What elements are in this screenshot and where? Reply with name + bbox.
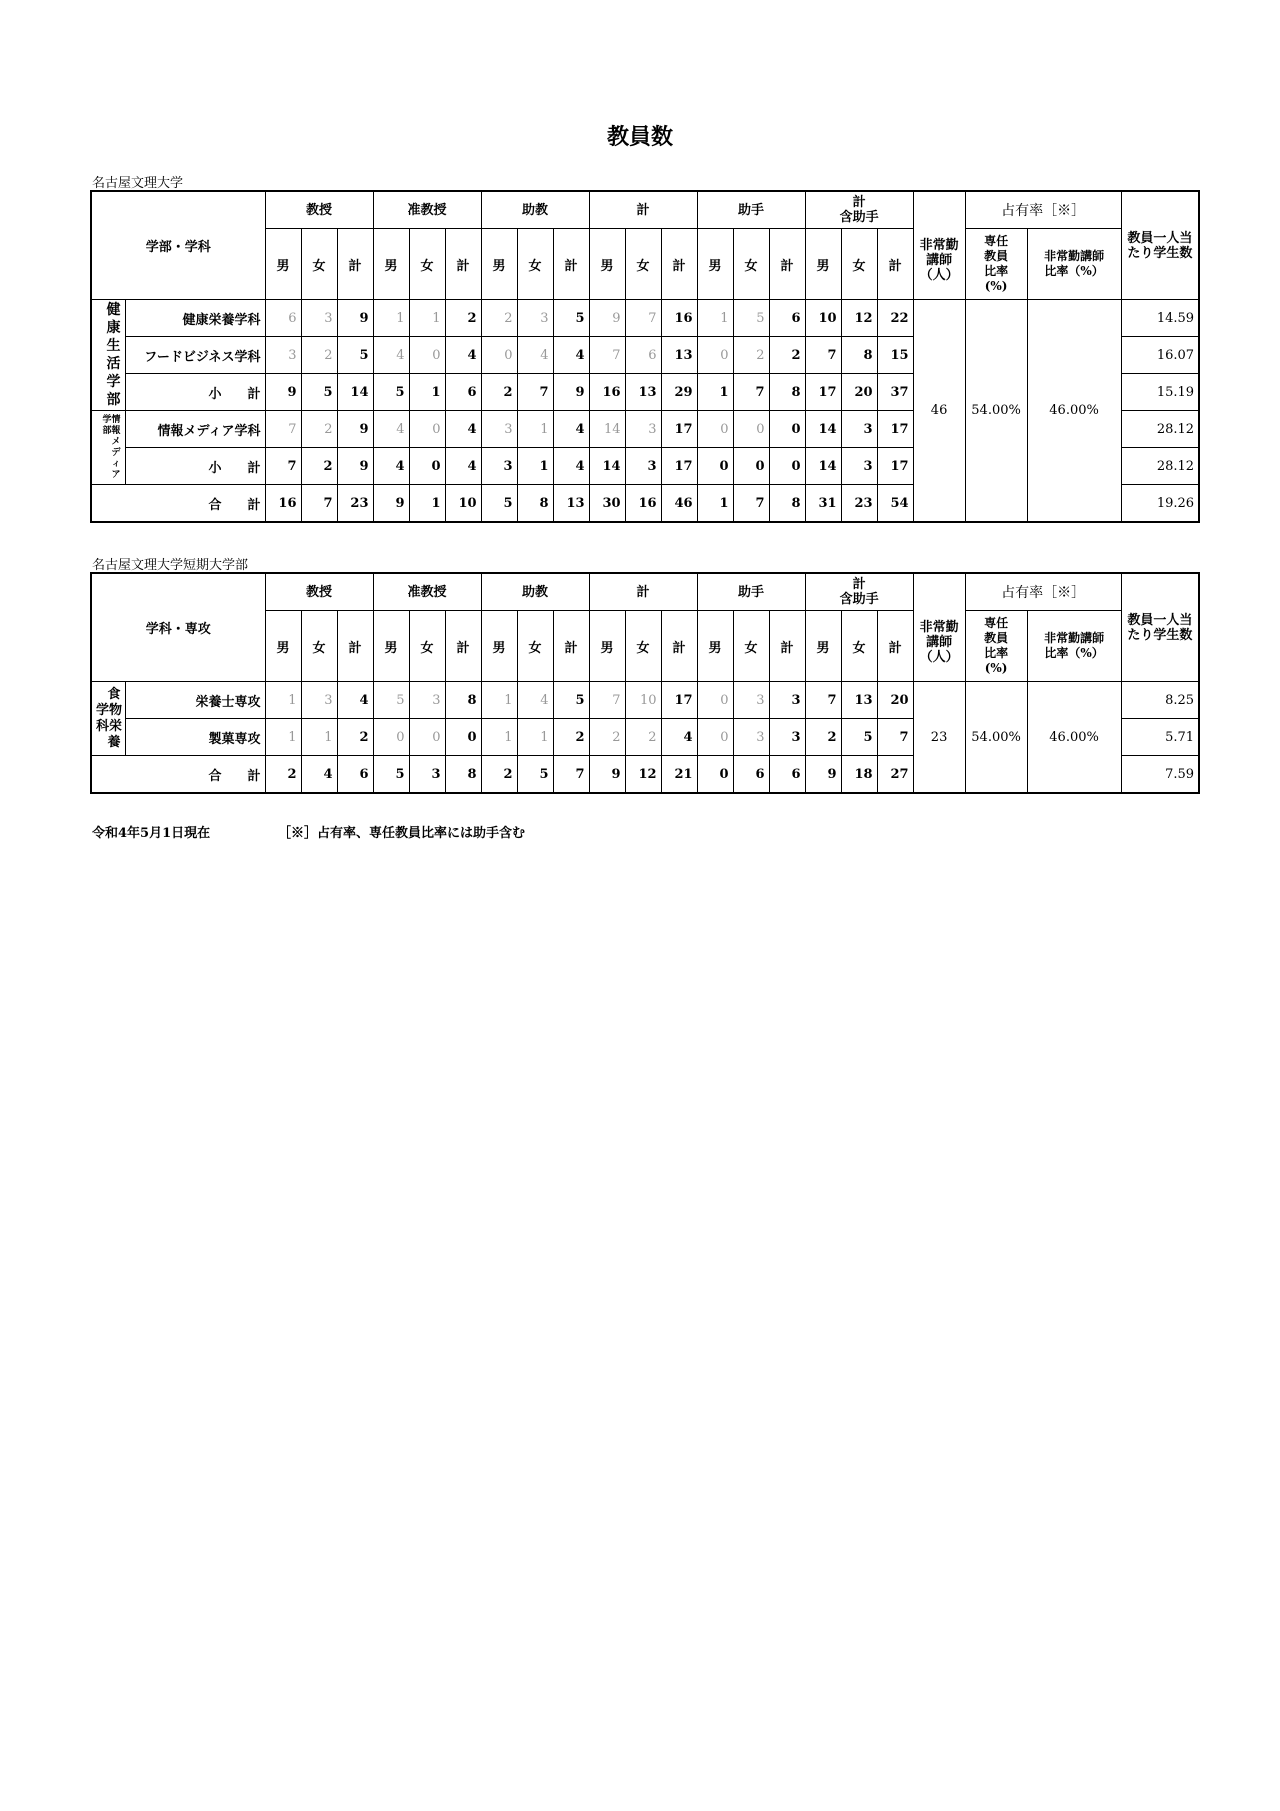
count-cell: 0 — [733, 411, 769, 448]
count-cell: 4 — [553, 411, 589, 448]
count-cell: 14 — [589, 411, 625, 448]
female-header: 女 — [841, 229, 877, 300]
count-cell: 6 — [733, 756, 769, 794]
count-cell: 3 — [625, 448, 661, 485]
count-cell: 7 — [733, 374, 769, 411]
major-name: 製菓専攻 — [125, 719, 265, 756]
subtotal-header: 計 — [589, 573, 697, 611]
count-cell: 2 — [625, 719, 661, 756]
table-row — [91, 300, 1199, 337]
count-cell: 4 — [445, 448, 481, 485]
count-cell: 8 — [769, 374, 805, 411]
count-cell: 1 — [697, 374, 733, 411]
fulltime-share: 54.00% — [965, 682, 1027, 794]
female-header: 女 — [733, 229, 769, 300]
count-cell: 7 — [625, 300, 661, 337]
count-cell: 3 — [733, 719, 769, 756]
count-cell: 8 — [445, 756, 481, 794]
students-per-teacher: 7.59 — [1121, 756, 1199, 794]
count-cell: 4 — [373, 448, 409, 485]
count-cell: 1 — [481, 719, 517, 756]
associate-professor-header: 准教授 — [373, 191, 481, 229]
subtotal-header: 計 — [589, 191, 697, 229]
count-cell: 9 — [589, 756, 625, 794]
count-cell: 2 — [337, 719, 373, 756]
count-cell: 2 — [301, 337, 337, 374]
count-cell: 4 — [301, 756, 337, 794]
count-cell: 7 — [265, 411, 301, 448]
count-cell: 13 — [553, 485, 589, 523]
college-faculty-table — [90, 572, 1200, 794]
sum-header: 計 — [553, 611, 589, 682]
dept-header: 学部・学科 — [91, 191, 265, 300]
sum-header: 計 — [769, 611, 805, 682]
count-cell: 0 — [373, 719, 409, 756]
assistant-header: 助手 — [697, 573, 805, 611]
count-cell: 4 — [337, 682, 373, 719]
parttime-count: 23 — [913, 682, 965, 794]
count-cell: 9 — [553, 374, 589, 411]
count-cell: 6 — [769, 756, 805, 794]
female-header: 女 — [301, 611, 337, 682]
sum-header: 計 — [337, 611, 373, 682]
sum-header: 計 — [553, 229, 589, 300]
male-header: 男 — [805, 229, 841, 300]
footnote: ［※］占有率、専任教員比率には助手含む — [278, 826, 526, 841]
sum-header: 計 — [661, 611, 697, 682]
female-header: 女 — [733, 611, 769, 682]
count-cell: 7 — [589, 337, 625, 374]
count-cell: 7 — [265, 448, 301, 485]
count-cell: 2 — [805, 719, 841, 756]
count-cell: 0 — [697, 682, 733, 719]
count-cell: 2 — [481, 374, 517, 411]
count-cell: 3 — [625, 411, 661, 448]
count-cell: 1 — [517, 411, 553, 448]
count-cell: 3 — [841, 448, 877, 485]
count-cell: 5 — [337, 337, 373, 374]
professor-header: 教授 — [265, 191, 373, 229]
count-cell: 14 — [589, 448, 625, 485]
count-cell: 12 — [625, 756, 661, 794]
table-row — [91, 682, 1199, 719]
count-cell: 3 — [301, 300, 337, 337]
count-cell: 2 — [445, 300, 481, 337]
count-cell: 6 — [337, 756, 373, 794]
parttime-count: 46 — [913, 300, 965, 523]
count-cell: 3 — [301, 682, 337, 719]
count-cell: 8 — [517, 485, 553, 523]
count-cell: 3 — [265, 337, 301, 374]
dept-name: 小 計 — [125, 448, 265, 485]
students-per-teacher-header: 教員一人当 たり学生数 — [1121, 573, 1199, 682]
count-cell: 9 — [337, 300, 373, 337]
count-cell: 1 — [265, 682, 301, 719]
count-cell: 20 — [877, 682, 913, 719]
count-cell: 9 — [265, 374, 301, 411]
count-cell: 2 — [301, 411, 337, 448]
male-header: 男 — [481, 611, 517, 682]
students-per-teacher: 16.07 — [1121, 337, 1199, 374]
count-cell: 0 — [769, 411, 805, 448]
faculty-media-label: 学情 部報 メ デ ィ ア — [91, 411, 125, 485]
count-cell: 6 — [625, 337, 661, 374]
students-per-teacher: 15.19 — [1121, 374, 1199, 411]
female-header: 女 — [625, 229, 661, 300]
count-cell: 1 — [409, 374, 445, 411]
count-cell: 0 — [409, 337, 445, 374]
count-cell: 3 — [769, 719, 805, 756]
count-cell: 0 — [697, 756, 733, 794]
count-cell: 10 — [805, 300, 841, 337]
count-cell: 4 — [661, 719, 697, 756]
count-cell: 7 — [805, 682, 841, 719]
count-cell: 3 — [409, 682, 445, 719]
count-cell: 0 — [697, 448, 733, 485]
count-cell: 1 — [409, 485, 445, 523]
count-cell: 5 — [553, 300, 589, 337]
as-of-date: 令和4年5月1日現在 — [92, 826, 211, 841]
count-cell: 0 — [409, 411, 445, 448]
female-header: 女 — [517, 611, 553, 682]
count-cell: 4 — [553, 448, 589, 485]
male-header: 男 — [589, 611, 625, 682]
count-cell: 4 — [373, 337, 409, 374]
count-cell: 16 — [625, 485, 661, 523]
count-cell: 2 — [301, 448, 337, 485]
count-cell: 7 — [877, 719, 913, 756]
male-header: 男 — [481, 229, 517, 300]
students-per-teacher: 8.25 — [1121, 682, 1199, 719]
assistant-professor-header: 助教 — [481, 191, 589, 229]
sum-header: 計 — [769, 229, 805, 300]
male-header: 男 — [265, 229, 301, 300]
share-header: 占有率［※］ — [965, 191, 1121, 229]
university-faculty-table — [90, 190, 1200, 523]
students-per-teacher: 19.26 — [1121, 485, 1199, 523]
count-cell: 5 — [517, 756, 553, 794]
count-cell: 16 — [589, 374, 625, 411]
assistant-professor-header: 助教 — [481, 573, 589, 611]
count-cell: 1 — [517, 719, 553, 756]
count-cell: 2 — [553, 719, 589, 756]
count-cell: 3 — [409, 756, 445, 794]
dept-name: 健康栄養学科 — [125, 300, 265, 337]
count-cell: 6 — [769, 300, 805, 337]
count-cell: 0 — [409, 448, 445, 485]
count-cell: 27 — [877, 756, 913, 794]
sum-header: 計 — [337, 229, 373, 300]
count-cell: 15 — [877, 337, 913, 374]
male-header: 男 — [697, 611, 733, 682]
count-cell: 0 — [697, 719, 733, 756]
count-cell: 23 — [841, 485, 877, 523]
count-cell: 54 — [877, 485, 913, 523]
parttime-share: 46.00% — [1027, 682, 1121, 794]
fulltime-share: 54.00% — [965, 300, 1027, 523]
count-cell: 12 — [841, 300, 877, 337]
count-cell: 14 — [805, 411, 841, 448]
count-cell: 30 — [589, 485, 625, 523]
count-cell: 31 — [805, 485, 841, 523]
count-cell: 0 — [697, 337, 733, 374]
count-cell: 0 — [409, 719, 445, 756]
fulltime-share-header: 専任 教員 比率 (%) — [965, 611, 1027, 682]
students-per-teacher: 28.12 — [1121, 448, 1199, 485]
count-cell: 1 — [301, 719, 337, 756]
count-cell: 0 — [697, 411, 733, 448]
count-cell: 4 — [517, 337, 553, 374]
count-cell: 9 — [373, 485, 409, 523]
count-cell: 0 — [769, 448, 805, 485]
sum-header: 計 — [877, 229, 913, 300]
dept-header: 学科・専攻 — [91, 573, 265, 682]
count-cell: 10 — [625, 682, 661, 719]
professor-header: 教授 — [265, 573, 373, 611]
count-cell: 1 — [265, 719, 301, 756]
count-cell: 4 — [445, 337, 481, 374]
count-cell: 16 — [265, 485, 301, 523]
count-cell: 17 — [661, 448, 697, 485]
count-cell: 6 — [445, 374, 481, 411]
sum-header: 計 — [877, 611, 913, 682]
count-cell: 2 — [265, 756, 301, 794]
students-per-teacher: 28.12 — [1121, 411, 1199, 448]
female-header: 女 — [625, 611, 661, 682]
count-cell: 0 — [733, 448, 769, 485]
count-cell: 14 — [805, 448, 841, 485]
page-title: 教員数 — [606, 124, 673, 150]
count-cell: 2 — [481, 300, 517, 337]
parttime-header: 非常勤 講師 （人） — [913, 191, 965, 300]
count-cell: 0 — [481, 337, 517, 374]
count-cell: 23 — [337, 485, 373, 523]
count-cell: 2 — [769, 337, 805, 374]
count-cell: 4 — [445, 411, 481, 448]
male-header: 男 — [589, 229, 625, 300]
faculty-health-label: 健 康 生 活 学 部 — [91, 300, 125, 411]
count-cell: 18 — [841, 756, 877, 794]
total-label: 合 計 — [91, 485, 265, 523]
dept-name: フードビジネス学科 — [125, 337, 265, 374]
count-cell: 20 — [841, 374, 877, 411]
sum-header: 計 — [445, 229, 481, 300]
female-header: 女 — [409, 229, 445, 300]
count-cell: 17 — [877, 448, 913, 485]
count-cell: 3 — [481, 448, 517, 485]
students-per-teacher: 14.59 — [1121, 300, 1199, 337]
count-cell: 3 — [769, 682, 805, 719]
count-cell: 14 — [337, 374, 373, 411]
dept-food-label: 食 学物 科栄 養 — [91, 682, 125, 756]
count-cell: 13 — [841, 682, 877, 719]
parttime-header: 非常勤 講師 （人） — [913, 573, 965, 682]
count-cell: 16 — [661, 300, 697, 337]
count-cell: 1 — [697, 485, 733, 523]
count-cell: 9 — [589, 300, 625, 337]
count-cell: 4 — [517, 682, 553, 719]
female-header: 女 — [841, 611, 877, 682]
count-cell: 1 — [373, 300, 409, 337]
count-cell: 17 — [877, 411, 913, 448]
male-header: 男 — [373, 229, 409, 300]
share-header: 占有率［※］ — [965, 573, 1121, 611]
students-per-teacher: 5.71 — [1121, 719, 1199, 756]
male-header: 男 — [697, 229, 733, 300]
count-cell: 8 — [769, 485, 805, 523]
count-cell: 13 — [661, 337, 697, 374]
count-cell: 3 — [481, 411, 517, 448]
count-cell: 9 — [337, 411, 373, 448]
count-cell: 17 — [661, 682, 697, 719]
count-cell: 7 — [553, 756, 589, 794]
count-cell: 21 — [661, 756, 697, 794]
total-label: 合 計 — [91, 756, 265, 794]
parttime-share-header: 非常勤講師 比率（%） — [1027, 229, 1121, 300]
count-cell: 9 — [805, 756, 841, 794]
count-cell: 9 — [337, 448, 373, 485]
associate-professor-header: 准教授 — [373, 573, 481, 611]
sum-header: 計 — [445, 611, 481, 682]
count-cell: 17 — [661, 411, 697, 448]
male-header: 男 — [265, 611, 301, 682]
count-cell: 2 — [481, 756, 517, 794]
dept-name: 小 計 — [125, 374, 265, 411]
count-cell: 5 — [373, 682, 409, 719]
count-cell: 7 — [733, 485, 769, 523]
count-cell: 6 — [265, 300, 301, 337]
total-incl-assistant-header: 計 含助手 — [805, 191, 913, 229]
total-incl-assistant-header: 計 含助手 — [805, 573, 913, 611]
count-cell: 5 — [301, 374, 337, 411]
major-name: 栄養士専攻 — [125, 682, 265, 719]
count-cell: 3 — [517, 300, 553, 337]
count-cell: 7 — [805, 337, 841, 374]
count-cell: 7 — [517, 374, 553, 411]
count-cell: 0 — [445, 719, 481, 756]
female-header: 女 — [517, 229, 553, 300]
college-name: 名古屋文理大学短期大学部 — [92, 558, 249, 573]
assistant-header: 助手 — [697, 191, 805, 229]
count-cell: 46 — [661, 485, 697, 523]
count-cell: 10 — [445, 485, 481, 523]
count-cell: 5 — [733, 300, 769, 337]
count-cell: 5 — [553, 682, 589, 719]
count-cell: 4 — [373, 411, 409, 448]
count-cell: 13 — [625, 374, 661, 411]
count-cell: 17 — [805, 374, 841, 411]
female-header: 女 — [301, 229, 337, 300]
count-cell: 7 — [589, 682, 625, 719]
count-cell: 1 — [409, 300, 445, 337]
count-cell: 29 — [661, 374, 697, 411]
count-cell: 8 — [445, 682, 481, 719]
count-cell: 5 — [373, 374, 409, 411]
count-cell: 3 — [841, 411, 877, 448]
fulltime-share-header: 専任 教員 比率 (%) — [965, 229, 1027, 300]
count-cell: 8 — [841, 337, 877, 374]
count-cell: 5 — [373, 756, 409, 794]
count-cell: 7 — [301, 485, 337, 523]
count-cell: 5 — [841, 719, 877, 756]
count-cell: 4 — [553, 337, 589, 374]
count-cell: 2 — [589, 719, 625, 756]
count-cell: 5 — [481, 485, 517, 523]
male-header: 男 — [373, 611, 409, 682]
parttime-share: 46.00% — [1027, 300, 1121, 523]
dept-name: 情報メディア学科 — [125, 411, 265, 448]
sum-header: 計 — [661, 229, 697, 300]
count-cell: 2 — [733, 337, 769, 374]
male-header: 男 — [805, 611, 841, 682]
count-cell: 1 — [517, 448, 553, 485]
count-cell: 37 — [877, 374, 913, 411]
parttime-share-header: 非常勤講師 比率（%） — [1027, 611, 1121, 682]
female-header: 女 — [409, 611, 445, 682]
count-cell: 1 — [481, 682, 517, 719]
students-per-teacher-header: 教員一人当 たり学生数 — [1121, 191, 1199, 300]
count-cell: 3 — [733, 682, 769, 719]
university-name: 名古屋文理大学 — [92, 176, 184, 191]
count-cell: 1 — [697, 300, 733, 337]
count-cell: 22 — [877, 300, 913, 337]
